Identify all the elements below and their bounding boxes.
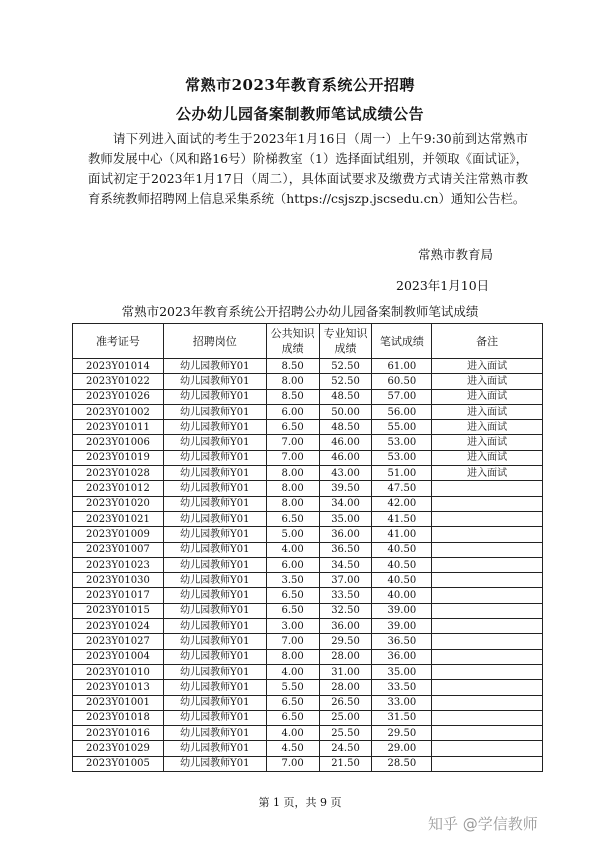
cell-public-knowledge: 4.00 <box>266 664 319 679</box>
cell-exam-id: 2023Y01017 <box>73 588 164 603</box>
table-row <box>73 649 543 664</box>
cell-public-knowledge: 8.50 <box>266 359 319 374</box>
cell-position: 幼儿园教师Y01 <box>163 527 266 542</box>
cell-remarks <box>432 588 543 603</box>
cell-position: 幼儿园教师Y01 <box>163 634 266 649</box>
cell-exam-id: 2023Y01004 <box>73 649 164 664</box>
cell-written-score: 41.50 <box>372 511 432 526</box>
cell-public-knowledge: 7.00 <box>266 450 319 465</box>
cell-professional-knowledge: 36.50 <box>319 542 372 557</box>
cell-public-knowledge: 8.00 <box>266 481 319 496</box>
cell-exam-id: 2023Y01019 <box>73 450 164 465</box>
cell-remarks: 进入面试 <box>432 389 543 404</box>
table-row <box>73 359 543 374</box>
notice-paragraph: 请下列进入面试的考生于2023年1月16日（周一）上午9:30前到达常熟市教师发展中心（风和路16号）阶梯教室（1）选择面试组别，并领取《面试证》，面试初定于2023年1月17日（周二），具体面试要求及缴费方式请关注常熟市教育系统教师招聘网上信息采集系统（https://csjszp.jscsedu.cn）通知公告栏。 <box>88 131 528 206</box>
table-row <box>73 527 543 542</box>
table-row <box>73 710 543 725</box>
cell-public-knowledge: 7.00 <box>266 634 319 649</box>
cell-remarks: 进入面试 <box>432 404 543 419</box>
cell-professional-knowledge: 50.00 <box>319 404 372 419</box>
cell-public-knowledge: 6.50 <box>266 420 319 435</box>
cell-professional-knowledge: 52.50 <box>319 374 372 389</box>
cell-remarks <box>432 573 543 588</box>
cell-exam-id: 2023Y01012 <box>73 481 164 496</box>
table-row <box>73 695 543 710</box>
cell-remarks <box>432 680 543 695</box>
cell-position: 幼儿园教师Y01 <box>163 374 266 389</box>
cell-written-score: 53.00 <box>372 450 432 465</box>
cell-written-score: 33.00 <box>372 695 432 710</box>
cell-written-score: 40.50 <box>372 573 432 588</box>
cell-professional-knowledge: 31.00 <box>319 664 372 679</box>
cell-public-knowledge: 8.00 <box>266 649 319 664</box>
table-row <box>73 450 543 465</box>
score-table <box>72 323 543 772</box>
cell-professional-knowledge: 32.50 <box>319 603 372 618</box>
cell-written-score: 41.00 <box>372 527 432 542</box>
cell-remarks <box>432 557 543 572</box>
cell-position: 幼儿园教师Y01 <box>163 664 266 679</box>
cell-professional-knowledge: 28.00 <box>319 680 372 695</box>
table-row <box>73 511 543 526</box>
table-row <box>73 588 543 603</box>
cell-exam-id: 2023Y01002 <box>73 404 164 419</box>
cell-remarks <box>432 481 543 496</box>
cell-public-knowledge: 8.00 <box>266 374 319 389</box>
cell-position: 幼儿园教师Y01 <box>163 359 266 374</box>
cell-exam-id: 2023Y01028 <box>73 466 164 481</box>
cell-public-knowledge: 3.50 <box>266 573 319 588</box>
cell-professional-knowledge: 48.50 <box>319 420 372 435</box>
cell-exam-id: 2023Y01029 <box>73 741 164 756</box>
table-row <box>73 664 543 679</box>
cell-professional-knowledge: 52.50 <box>319 359 372 374</box>
cell-public-knowledge: 6.50 <box>266 710 319 725</box>
cell-professional-knowledge: 37.00 <box>319 573 372 588</box>
cell-exam-id: 2023Y01024 <box>73 619 164 634</box>
cell-remarks <box>432 741 543 756</box>
cell-remarks <box>432 542 543 557</box>
table-header-row <box>73 324 543 359</box>
table-row <box>73 404 543 419</box>
table-row <box>73 557 543 572</box>
cell-remarks: 进入面试 <box>432 450 543 465</box>
table-row <box>73 603 543 618</box>
cell-remarks <box>432 649 543 664</box>
table-row <box>73 420 543 435</box>
table-title: 常熟市2023年教育系统公开招聘公办幼儿园备案制教师笔试成绩 <box>121 304 479 319</box>
issuing-organization: 常熟市教育局 <box>418 247 494 262</box>
cell-written-score: 39.00 <box>372 603 432 618</box>
header-remarks: 备注 <box>432 324 543 359</box>
cell-written-score: 40.50 <box>372 557 432 572</box>
cell-written-score: 51.00 <box>372 466 432 481</box>
table-row <box>73 496 543 511</box>
cell-written-score: 39.00 <box>372 619 432 634</box>
cell-public-knowledge: 4.50 <box>266 741 319 756</box>
cell-position: 幼儿园教师Y01 <box>163 435 266 450</box>
cell-remarks <box>432 695 543 710</box>
cell-position: 幼儿园教师Y01 <box>163 680 266 695</box>
cell-exam-id: 2023Y01018 <box>73 710 164 725</box>
table-row <box>73 389 543 404</box>
cell-public-knowledge: 5.50 <box>266 680 319 695</box>
watermark: 知乎 @学信教师 <box>428 815 538 833</box>
cell-written-score: 35.00 <box>372 664 432 679</box>
cell-remarks <box>432 756 543 771</box>
cell-position: 幼儿园教师Y01 <box>163 557 266 572</box>
cell-position: 幼儿园教师Y01 <box>163 573 266 588</box>
cell-exam-id: 2023Y01015 <box>73 603 164 618</box>
cell-public-knowledge: 6.50 <box>266 588 319 603</box>
cell-position: 幼儿园教师Y01 <box>163 710 266 725</box>
cell-professional-knowledge: 34.00 <box>319 496 372 511</box>
table-row <box>73 619 543 634</box>
cell-written-score: 40.50 <box>372 542 432 557</box>
cell-professional-knowledge: 21.50 <box>319 756 372 771</box>
cell-professional-knowledge: 39.50 <box>319 481 372 496</box>
cell-exam-id: 2023Y01007 <box>73 542 164 557</box>
cell-position: 幼儿园教师Y01 <box>163 420 266 435</box>
cell-written-score: 28.50 <box>372 756 432 771</box>
cell-professional-knowledge: 25.50 <box>319 726 372 741</box>
cell-exam-id: 2023Y01009 <box>73 527 164 542</box>
cell-public-knowledge: 6.50 <box>266 511 319 526</box>
page-footer: 第 1 页，共 9 页 <box>258 796 342 809</box>
cell-public-knowledge: 8.00 <box>266 496 319 511</box>
cell-position: 幼儿园教师Y01 <box>163 450 266 465</box>
cell-position: 幼儿园教师Y01 <box>163 756 266 771</box>
cell-professional-knowledge: 43.00 <box>319 466 372 481</box>
cell-public-knowledge: 8.50 <box>266 389 319 404</box>
cell-professional-knowledge: 28.00 <box>319 649 372 664</box>
cell-position: 幼儿园教师Y01 <box>163 404 266 419</box>
cell-public-knowledge: 6.00 <box>266 557 319 572</box>
cell-position: 幼儿园教师Y01 <box>163 603 266 618</box>
cell-exam-id: 2023Y01022 <box>73 374 164 389</box>
cell-exam-id: 2023Y01027 <box>73 634 164 649</box>
cell-written-score: 53.00 <box>372 435 432 450</box>
header-exam-id: 准考证号 <box>73 324 164 359</box>
cell-public-knowledge: 6.50 <box>266 603 319 618</box>
cell-public-knowledge: 7.00 <box>266 756 319 771</box>
cell-position: 幼儿园教师Y01 <box>163 588 266 603</box>
cell-written-score: 55.00 <box>372 420 432 435</box>
cell-exam-id: 2023Y01014 <box>73 359 164 374</box>
header-position: 招聘岗位 <box>163 324 266 359</box>
cell-written-score: 31.50 <box>372 710 432 725</box>
cell-professional-knowledge: 24.50 <box>319 741 372 756</box>
cell-public-knowledge: 6.00 <box>266 404 319 419</box>
cell-exam-id: 2023Y01005 <box>73 756 164 771</box>
cell-position: 幼儿园教师Y01 <box>163 695 266 710</box>
cell-position: 幼儿园教师Y01 <box>163 481 266 496</box>
cell-public-knowledge: 8.00 <box>266 466 319 481</box>
cell-professional-knowledge: 46.00 <box>319 450 372 465</box>
cell-written-score: 42.00 <box>372 496 432 511</box>
cell-professional-knowledge: 33.50 <box>319 588 372 603</box>
cell-public-knowledge: 4.00 <box>266 542 319 557</box>
cell-written-score: 36.00 <box>372 649 432 664</box>
cell-remarks <box>432 603 543 618</box>
header-written-score: 笔试成绩 <box>372 324 432 359</box>
page-title: 常熟市2023年教育系统公开招聘 <box>185 76 415 94</box>
cell-public-knowledge: 6.50 <box>266 695 319 710</box>
cell-written-score: 29.50 <box>372 726 432 741</box>
cell-remarks <box>432 634 543 649</box>
cell-written-score: 36.50 <box>372 634 432 649</box>
cell-written-score: 60.50 <box>372 374 432 389</box>
table-row <box>73 481 543 496</box>
cell-exam-id: 2023Y01016 <box>73 726 164 741</box>
header-public-knowledge: 公共知识成绩 <box>266 324 319 359</box>
cell-professional-knowledge: 36.00 <box>319 527 372 542</box>
cell-position: 幼儿园教师Y01 <box>163 389 266 404</box>
cell-exam-id: 2023Y01010 <box>73 664 164 679</box>
cell-exam-id: 2023Y01020 <box>73 496 164 511</box>
table-row <box>73 634 543 649</box>
cell-professional-knowledge: 46.00 <box>319 435 372 450</box>
cell-public-knowledge: 4.00 <box>266 726 319 741</box>
cell-remarks: 进入面试 <box>432 420 543 435</box>
cell-exam-id: 2023Y01001 <box>73 695 164 710</box>
page-subtitle: 公办幼儿园备案制教师笔试成绩公告 <box>175 105 424 123</box>
table-row <box>73 466 543 481</box>
cell-professional-knowledge: 35.00 <box>319 511 372 526</box>
cell-remarks <box>432 527 543 542</box>
cell-professional-knowledge: 25.00 <box>319 710 372 725</box>
cell-remarks <box>432 619 543 634</box>
cell-remarks <box>432 664 543 679</box>
cell-remarks <box>432 726 543 741</box>
header-professional-knowledge: 专业知识成绩 <box>319 324 372 359</box>
issue-date: 2023年1月10日 <box>396 278 490 293</box>
cell-written-score: 40.00 <box>372 588 432 603</box>
table-row <box>73 680 543 695</box>
cell-public-knowledge: 3.00 <box>266 619 319 634</box>
cell-exam-id: 2023Y01006 <box>73 435 164 450</box>
cell-professional-knowledge: 26.50 <box>319 695 372 710</box>
cell-written-score: 29.00 <box>372 741 432 756</box>
cell-position: 幼儿园教师Y01 <box>163 542 266 557</box>
cell-position: 幼儿园教师Y01 <box>163 496 266 511</box>
cell-public-knowledge: 7.00 <box>266 435 319 450</box>
cell-position: 幼儿园教师Y01 <box>163 511 266 526</box>
cell-remarks <box>432 511 543 526</box>
cell-remarks <box>432 710 543 725</box>
cell-exam-id: 2023Y01013 <box>73 680 164 695</box>
cell-professional-knowledge: 48.50 <box>319 389 372 404</box>
cell-remarks: 进入面试 <box>432 435 543 450</box>
cell-professional-knowledge: 36.00 <box>319 619 372 634</box>
cell-position: 幼儿园教师Y01 <box>163 466 266 481</box>
table-row <box>73 374 543 389</box>
cell-remarks: 进入面试 <box>432 374 543 389</box>
cell-remarks: 进入面试 <box>432 359 543 374</box>
cell-professional-knowledge: 29.50 <box>319 634 372 649</box>
cell-position: 幼儿园教师Y01 <box>163 726 266 741</box>
cell-position: 幼儿园教师Y01 <box>163 649 266 664</box>
table-row <box>73 573 543 588</box>
cell-written-score: 57.00 <box>372 389 432 404</box>
cell-exam-id: 2023Y01023 <box>73 557 164 572</box>
table-row <box>73 542 543 557</box>
cell-position: 幼儿园教师Y01 <box>163 741 266 756</box>
cell-exam-id: 2023Y01011 <box>73 420 164 435</box>
cell-written-score: 56.00 <box>372 404 432 419</box>
cell-exam-id: 2023Y01030 <box>73 573 164 588</box>
cell-remarks <box>432 496 543 511</box>
table-row <box>73 726 543 741</box>
cell-written-score: 47.50 <box>372 481 432 496</box>
cell-exam-id: 2023Y01021 <box>73 511 164 526</box>
cell-written-score: 33.50 <box>372 680 432 695</box>
table-row <box>73 435 543 450</box>
table-row <box>73 756 543 771</box>
cell-position: 幼儿园教师Y01 <box>163 619 266 634</box>
cell-exam-id: 2023Y01026 <box>73 389 164 404</box>
table-row <box>73 741 543 756</box>
cell-remarks: 进入面试 <box>432 466 543 481</box>
cell-public-knowledge: 5.00 <box>266 527 319 542</box>
cell-professional-knowledge: 34.50 <box>319 557 372 572</box>
cell-written-score: 61.00 <box>372 359 432 374</box>
